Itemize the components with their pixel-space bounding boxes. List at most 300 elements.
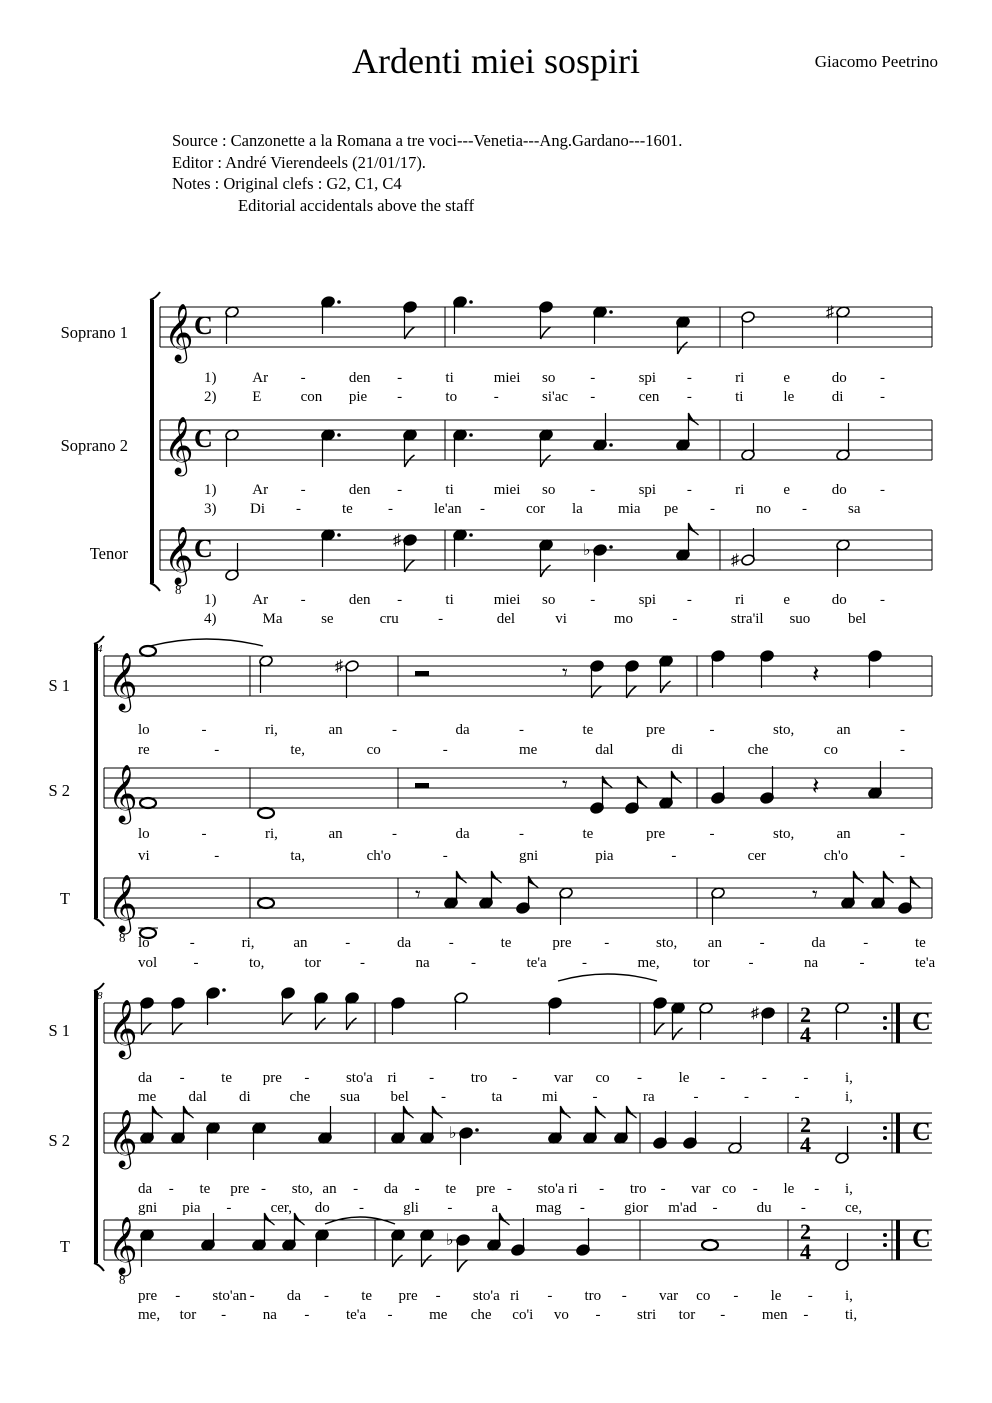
lyric-syllable: te <box>582 826 594 842</box>
treble-clef: 𝄞 <box>108 1000 138 1056</box>
lyric-syllable: - <box>900 722 905 738</box>
common-time: C <box>912 1117 931 1146</box>
dot <box>337 533 341 537</box>
lyric-syllable: - <box>590 370 596 386</box>
lyric-syllable: - <box>226 1200 232 1216</box>
eighth-rest: 𝄾 <box>562 772 568 797</box>
lyric-syllable: - <box>345 935 351 951</box>
lyric-syllable: tro <box>629 1181 647 1197</box>
lyric-syllable: ri <box>735 370 745 386</box>
eighth-flag <box>689 523 699 535</box>
lyric-syllable: pre <box>646 722 666 738</box>
lyric-syllable: na <box>262 1307 277 1323</box>
lyric-syllable: e <box>783 370 791 386</box>
lyric-syllable: - <box>803 1307 809 1323</box>
lyric-syllable: - <box>859 955 865 971</box>
whole-note <box>140 646 156 656</box>
treble-clef: 𝄞 <box>164 417 194 473</box>
lyric-syllable: - <box>720 1070 726 1086</box>
lyric-syllable: - <box>599 1181 605 1197</box>
common-time: C <box>194 534 213 563</box>
lyric-syllable: co <box>722 1181 737 1197</box>
lyric-syllable: te <box>500 935 512 951</box>
lyric-syllable: - <box>387 1307 393 1323</box>
lyric-syllable: te <box>342 501 353 517</box>
lyric-syllable: - <box>392 826 397 842</box>
lyric-syllable: pie <box>348 389 368 405</box>
lyric-syllable: - <box>621 1288 627 1304</box>
eighth-flag <box>184 1106 194 1118</box>
lyric-syllable: vol <box>138 955 158 971</box>
lyric-syllable: gni <box>138 1200 158 1216</box>
lyric-syllable: - <box>709 826 715 842</box>
repeat-dot <box>883 1026 887 1030</box>
lyric-syllable: - <box>304 1307 310 1323</box>
lyric-syllable: na <box>804 955 819 971</box>
time-signature-top: 2 <box>800 1002 811 1027</box>
lyric-syllable: te <box>445 1181 457 1197</box>
eighth-flag <box>596 1106 606 1118</box>
lyric-syllable: sto, <box>656 935 678 951</box>
lyric-syllable: pre <box>476 1181 496 1197</box>
repeat-dot <box>883 1233 887 1237</box>
lyric-syllable: miei <box>493 370 521 386</box>
composer: Giacomo Peetrino <box>814 52 938 71</box>
lyric-syllable: E <box>252 389 262 405</box>
lyric-syllable: miei <box>493 482 521 498</box>
lyric-syllable: pre <box>398 1288 418 1304</box>
lyric-syllable: 1) <box>204 370 217 386</box>
lyric-syllable: da <box>138 1070 153 1086</box>
lyric-syllable: - <box>637 1070 643 1086</box>
lyric-syllable: che <box>289 1089 311 1105</box>
dot <box>337 300 341 304</box>
eighth-flag <box>884 871 894 883</box>
lyric-syllable: - <box>686 482 692 498</box>
lyric-syllable: ra <box>643 1089 655 1105</box>
dot <box>222 988 226 992</box>
lyric-syllable: ta, <box>290 848 305 864</box>
lyric-syllable: - <box>794 1089 800 1105</box>
lyric-syllable: var <box>553 1070 574 1086</box>
lyric-syllable: den <box>348 482 371 498</box>
source-line: Source : Canzonette a la Romana a tre voci---Venetia---Ang.Gardano---1601. <box>172 131 683 150</box>
lyric-syllable: - <box>693 1089 699 1105</box>
lyric-syllable: ch'o <box>823 848 849 864</box>
lyric-syllable: ri <box>735 482 745 498</box>
lyric-syllable: - <box>863 935 869 951</box>
lyric-syllable: var <box>658 1288 679 1304</box>
lyric-syllable: ch'o <box>366 848 391 864</box>
part-name-soprano-1: Soprano 1 <box>60 323 128 342</box>
common-time: C <box>912 1224 931 1253</box>
lyric-syllable: ta <box>491 1089 503 1105</box>
lyric-syllable: me <box>429 1307 448 1323</box>
lyric-syllable: - <box>480 501 485 517</box>
lyric-syllable: re <box>138 742 150 758</box>
lyric-syllable: te, <box>290 742 305 758</box>
lyric-syllable: i, <box>845 1288 853 1304</box>
lyric-syllable: - <box>900 742 905 758</box>
lyric-syllable: - <box>590 482 596 498</box>
lyric-syllable: co <box>366 742 381 758</box>
lyric-syllable: - <box>686 389 692 405</box>
tie <box>558 974 657 981</box>
lyric-syllable: - <box>214 742 220 758</box>
lyric-syllable: - <box>442 742 448 758</box>
dot <box>609 443 613 447</box>
lyric-syllable: - <box>442 848 448 864</box>
sharp-sign: ♯ <box>731 552 739 569</box>
lyric-syllable: den <box>348 592 371 608</box>
lyric-syllable: - <box>802 501 807 517</box>
lyric-syllable: e <box>783 482 791 498</box>
bracket-cap <box>150 292 160 300</box>
lyric-syllable: se <box>321 611 334 627</box>
whole-note <box>702 1240 718 1250</box>
tie <box>150 639 263 646</box>
lyric-syllable: - <box>547 1288 553 1304</box>
dot <box>469 533 473 537</box>
lyric-syllable: di <box>831 389 844 405</box>
eighth-flag <box>457 871 467 883</box>
lyric-syllable: le'an <box>434 501 462 517</box>
dot <box>469 433 473 437</box>
lyric-syllable: - <box>414 1181 420 1197</box>
lyric-syllable: con <box>300 389 323 405</box>
eighth-flag <box>295 1213 305 1225</box>
lyric-syllable: ri <box>568 1181 578 1197</box>
lyric-syllable: - <box>397 592 403 608</box>
part-name-s1: S 1 <box>48 676 70 695</box>
lyric-syllable: - <box>671 848 677 864</box>
lyric-syllable: te <box>915 935 926 951</box>
repeat-dot <box>883 1136 887 1140</box>
treble-clef: 𝄞 <box>108 653 138 709</box>
lyric-syllable: pre <box>646 826 666 842</box>
lyric-syllable: vi <box>138 848 150 864</box>
lyric-syllable: to, <box>249 955 265 971</box>
lyric-syllable: bel <box>390 1089 409 1105</box>
lyric-syllable: - <box>300 482 306 498</box>
lyric-syllable: lo <box>138 935 150 951</box>
dot <box>609 310 613 314</box>
lyric-syllable: i, <box>845 1070 853 1086</box>
lyric-syllable: so <box>542 370 556 386</box>
lyric-syllable: da <box>138 1181 153 1197</box>
lyric-syllable: le <box>678 1070 690 1086</box>
eighth-flag <box>854 871 864 883</box>
lyric-syllable: e <box>783 592 791 608</box>
lyric-syllable: che <box>470 1307 492 1323</box>
lyric-syllable: so <box>542 482 556 498</box>
lyric-syllable: me <box>519 742 538 758</box>
lyric-syllable: - <box>900 848 905 864</box>
repeat-dot <box>883 1016 887 1020</box>
lyric-syllable: cer, <box>270 1200 293 1216</box>
lyric-syllable: sto, <box>773 826 795 842</box>
eighth-flag <box>627 1106 637 1118</box>
lyric-syllable: - <box>519 826 524 842</box>
lyric-syllable: - <box>353 1181 359 1197</box>
lyric-syllable: vo <box>553 1307 569 1323</box>
part-name-s1: S 1 <box>48 1021 70 1040</box>
lyric-syllable: te <box>221 1070 232 1086</box>
lyric-syllable: - <box>880 389 885 405</box>
sharp-sign: ♯ <box>826 304 834 321</box>
dot <box>609 545 613 549</box>
lyric-syllable: tro <box>584 1288 602 1304</box>
lyric-syllable: an <box>328 722 343 738</box>
lyric-syllable: pre <box>138 1288 158 1304</box>
lyric-syllable: - <box>748 955 754 971</box>
lyric-syllable: ti <box>735 389 744 405</box>
lyric-syllable: an <box>836 826 851 842</box>
lyric-syllable: te'a <box>526 955 547 971</box>
lyric-syllable: miei <box>493 592 521 608</box>
lyric-syllable: - <box>201 722 207 738</box>
lyric-syllable: - <box>397 370 403 386</box>
bracket-cap <box>94 1263 104 1271</box>
clef-8-label: 8 <box>119 930 126 945</box>
lyric-syllable: cor <box>526 501 546 517</box>
lyric-syllable: te <box>582 722 594 738</box>
lyric-syllable: - <box>260 1181 266 1197</box>
eighth-flag <box>393 1255 403 1267</box>
eighth-flag <box>316 1018 326 1030</box>
repeat-dot <box>883 1243 887 1247</box>
lyric-syllable: - <box>168 1181 174 1197</box>
lyric-syllable: - <box>660 1181 666 1197</box>
lyric-syllable: - <box>360 955 365 971</box>
lyric-syllable: le <box>770 1288 782 1304</box>
treble-clef: 𝄞 <box>164 527 194 583</box>
lyric-syllable: - <box>752 1181 758 1197</box>
lyric-syllable: spi <box>638 482 657 498</box>
lyric-syllable: ti, <box>845 1307 858 1323</box>
clef-8-label: 8 <box>175 582 182 597</box>
lyric-syllable: ti <box>445 592 454 608</box>
lyric-syllable: - <box>712 1200 718 1216</box>
lyric-syllable: si'ac <box>542 389 569 405</box>
common-time: C <box>912 1007 931 1036</box>
eighth-flag <box>661 681 671 693</box>
lyric-syllable: ri <box>387 1070 397 1086</box>
lyric-syllable: gli <box>403 1200 419 1216</box>
lyric-syllable: - <box>249 1288 255 1304</box>
lyric-syllable: i, <box>845 1181 853 1197</box>
lyric-syllable: ri, <box>265 722 278 738</box>
lyric-syllable: lo <box>138 826 150 842</box>
eighth-flag <box>422 1255 432 1267</box>
repeat-dot <box>883 1126 887 1130</box>
lyric-syllable: stra'il <box>730 611 764 627</box>
lyric-syllable: do <box>831 482 847 498</box>
lyric-syllable: sa <box>848 501 861 517</box>
lyric-syllable: an <box>707 935 722 951</box>
lyric-syllable: che <box>747 742 769 758</box>
half-rest <box>415 671 429 676</box>
lyric-syllable: ce, <box>845 1200 863 1216</box>
lyric-syllable: - <box>324 1288 330 1304</box>
lyric-syllable: - <box>441 1089 446 1105</box>
lyric-syllable: - <box>733 1288 739 1304</box>
lyric-syllable: Ar <box>252 592 269 608</box>
part-name-t: T <box>59 1237 70 1256</box>
eighth-flag <box>404 1106 414 1118</box>
lyric-syllable: cen <box>638 389 660 405</box>
lyric-syllable: - <box>710 501 715 517</box>
lyric-syllable: - <box>880 592 885 608</box>
lyric-syllable: - <box>438 611 444 627</box>
lyric-syllable: mo <box>613 611 633 627</box>
lyric-syllable: da <box>286 1288 301 1304</box>
lyric-syllable: - <box>672 611 678 627</box>
lyric-syllable: le <box>783 389 795 405</box>
lyric-syllable: pre <box>552 935 572 951</box>
lyric-syllable: - <box>471 955 476 971</box>
lyric-syllable: - <box>358 1200 364 1216</box>
lyric-syllable: to <box>445 389 458 405</box>
lyric-syllable: spi <box>638 370 657 386</box>
part-name-s2: S 2 <box>48 781 70 800</box>
lyric-syllable: no <box>756 501 771 517</box>
lyric-syllable: sua <box>340 1089 360 1105</box>
lyric-syllable: da <box>383 1181 399 1197</box>
eighth-flag <box>678 342 688 354</box>
lyric-syllable: - <box>761 1070 767 1086</box>
time-signature-bottom: 4 <box>800 1022 811 1047</box>
lyric-syllable: sto'a <box>345 1070 373 1086</box>
eighth-rest: 𝄾 <box>415 882 421 907</box>
lyric-syllable: do <box>831 370 847 386</box>
lyric-syllable: du <box>756 1200 772 1216</box>
lyric-syllable: bel <box>848 611 867 627</box>
lyric-syllable: cru <box>379 611 399 627</box>
notes-line: Notes : Original clefs : G2, C1, C4 <box>172 174 402 193</box>
eighth-flag <box>492 871 502 883</box>
eighth-flag <box>500 1213 510 1225</box>
lyric-syllable: pia <box>595 848 614 864</box>
time-signature-top: 2 <box>800 1219 811 1244</box>
treble-clef: 𝄞 <box>164 304 194 360</box>
lyric-syllable: pre <box>262 1070 282 1086</box>
lyric-syllable: na <box>415 955 430 971</box>
lyric-syllable: sto'an <box>212 1288 247 1304</box>
lyric-syllable: - <box>300 370 306 386</box>
lyric-syllable: - <box>800 1200 806 1216</box>
lyric-syllable: - <box>720 1307 726 1323</box>
quarter-rest: 𝄽 <box>812 662 820 688</box>
lyric-syllable: men <box>761 1307 788 1323</box>
lyric-syllable: di <box>239 1089 251 1105</box>
lyric-syllable: an <box>293 935 308 951</box>
time-signature-top: 2 <box>800 1112 811 1137</box>
clef-8-label: 8 <box>119 1272 126 1287</box>
measure-number: 8 <box>97 990 103 1002</box>
lyric-syllable: 1) <box>204 592 217 608</box>
lyric-syllable: tor <box>179 1307 197 1323</box>
lyric-syllable: sto, <box>291 1181 313 1197</box>
lyric-syllable: ri, <box>265 826 278 842</box>
lyric-syllable: - <box>392 722 397 738</box>
lyric-syllable: - <box>397 482 403 498</box>
lyric-syllable: pre <box>230 1181 250 1197</box>
lyric-syllable: te <box>361 1288 373 1304</box>
lyric-syllable: vi <box>555 611 567 627</box>
lyric-syllable: - <box>493 389 499 405</box>
eighth-flag <box>153 1106 163 1118</box>
lyric-syllable: 1) <box>204 482 217 498</box>
lyric-syllable: - <box>807 1288 813 1304</box>
lyric-syllable: - <box>448 935 454 951</box>
whole-note <box>140 798 156 808</box>
editor-line: Editor : André Vierendeels (21/01/17). <box>172 152 426 172</box>
lyric-syllable: lo <box>138 722 150 738</box>
lyric-syllable: den <box>348 370 371 386</box>
common-time: C <box>194 424 213 453</box>
lyric-syllable: - <box>592 1089 598 1105</box>
lyric-syllable: cer <box>747 848 766 864</box>
whole-note <box>258 808 274 818</box>
lyric-syllable: do <box>314 1200 330 1216</box>
lyric-syllable: sto, <box>773 722 795 738</box>
lyric-syllable: - <box>519 722 524 738</box>
eighth-flag <box>561 1106 571 1118</box>
lyric-syllable: te'a <box>345 1307 367 1323</box>
eighth-flag <box>672 771 682 783</box>
lyric-syllable: 2) <box>204 389 217 405</box>
lyric-syllable: le <box>783 1181 795 1197</box>
lyric-syllable: - <box>201 826 207 842</box>
lyric-syllable: ti <box>445 482 454 498</box>
eighth-flag <box>458 1260 468 1272</box>
lyric-syllable: - <box>803 1070 809 1086</box>
lyric-syllable: da <box>811 935 826 951</box>
lyric-syllable: Ma <box>262 611 283 627</box>
lyric-syllable: stri <box>637 1307 657 1323</box>
flat-sign: ♭ <box>449 1125 457 1142</box>
lyric-syllable: da <box>397 935 412 951</box>
eighth-rest: 𝄾 <box>812 882 818 907</box>
lyric-syllable: - <box>296 501 301 517</box>
lyric-syllable: - <box>189 935 195 951</box>
lyric-syllable: - <box>447 1200 453 1216</box>
bracket-cap <box>150 583 160 591</box>
lyric-syllable: an <box>322 1181 337 1197</box>
treble-clef: 𝄞 <box>108 1110 138 1166</box>
lyric-syllable: - <box>744 1089 749 1105</box>
time-signature-bottom: 4 <box>800 1239 811 1264</box>
lyric-syllable: - <box>435 1288 441 1304</box>
eighth-flag <box>541 565 551 577</box>
lyric-syllable: tor <box>693 955 710 971</box>
lyric-syllable: - <box>304 1070 310 1086</box>
lyric-syllable: ri, <box>241 935 255 951</box>
eighth-rest: 𝄾 <box>562 660 568 685</box>
lyric-syllable: - <box>582 955 587 971</box>
lyric-syllable: - <box>512 1070 518 1086</box>
lyric-syllable: Ar <box>252 370 269 386</box>
lyric-syllable: - <box>590 592 596 608</box>
lyric-syllable: ri <box>510 1288 520 1304</box>
lyric-syllable: tor <box>304 955 322 971</box>
lyric-syllable: - <box>880 370 885 386</box>
eighth-flag <box>347 1018 357 1030</box>
lyric-syllable: suo <box>789 611 811 627</box>
lyric-syllable: gior <box>624 1200 649 1216</box>
lyric-syllable: sto'a <box>537 1181 565 1197</box>
